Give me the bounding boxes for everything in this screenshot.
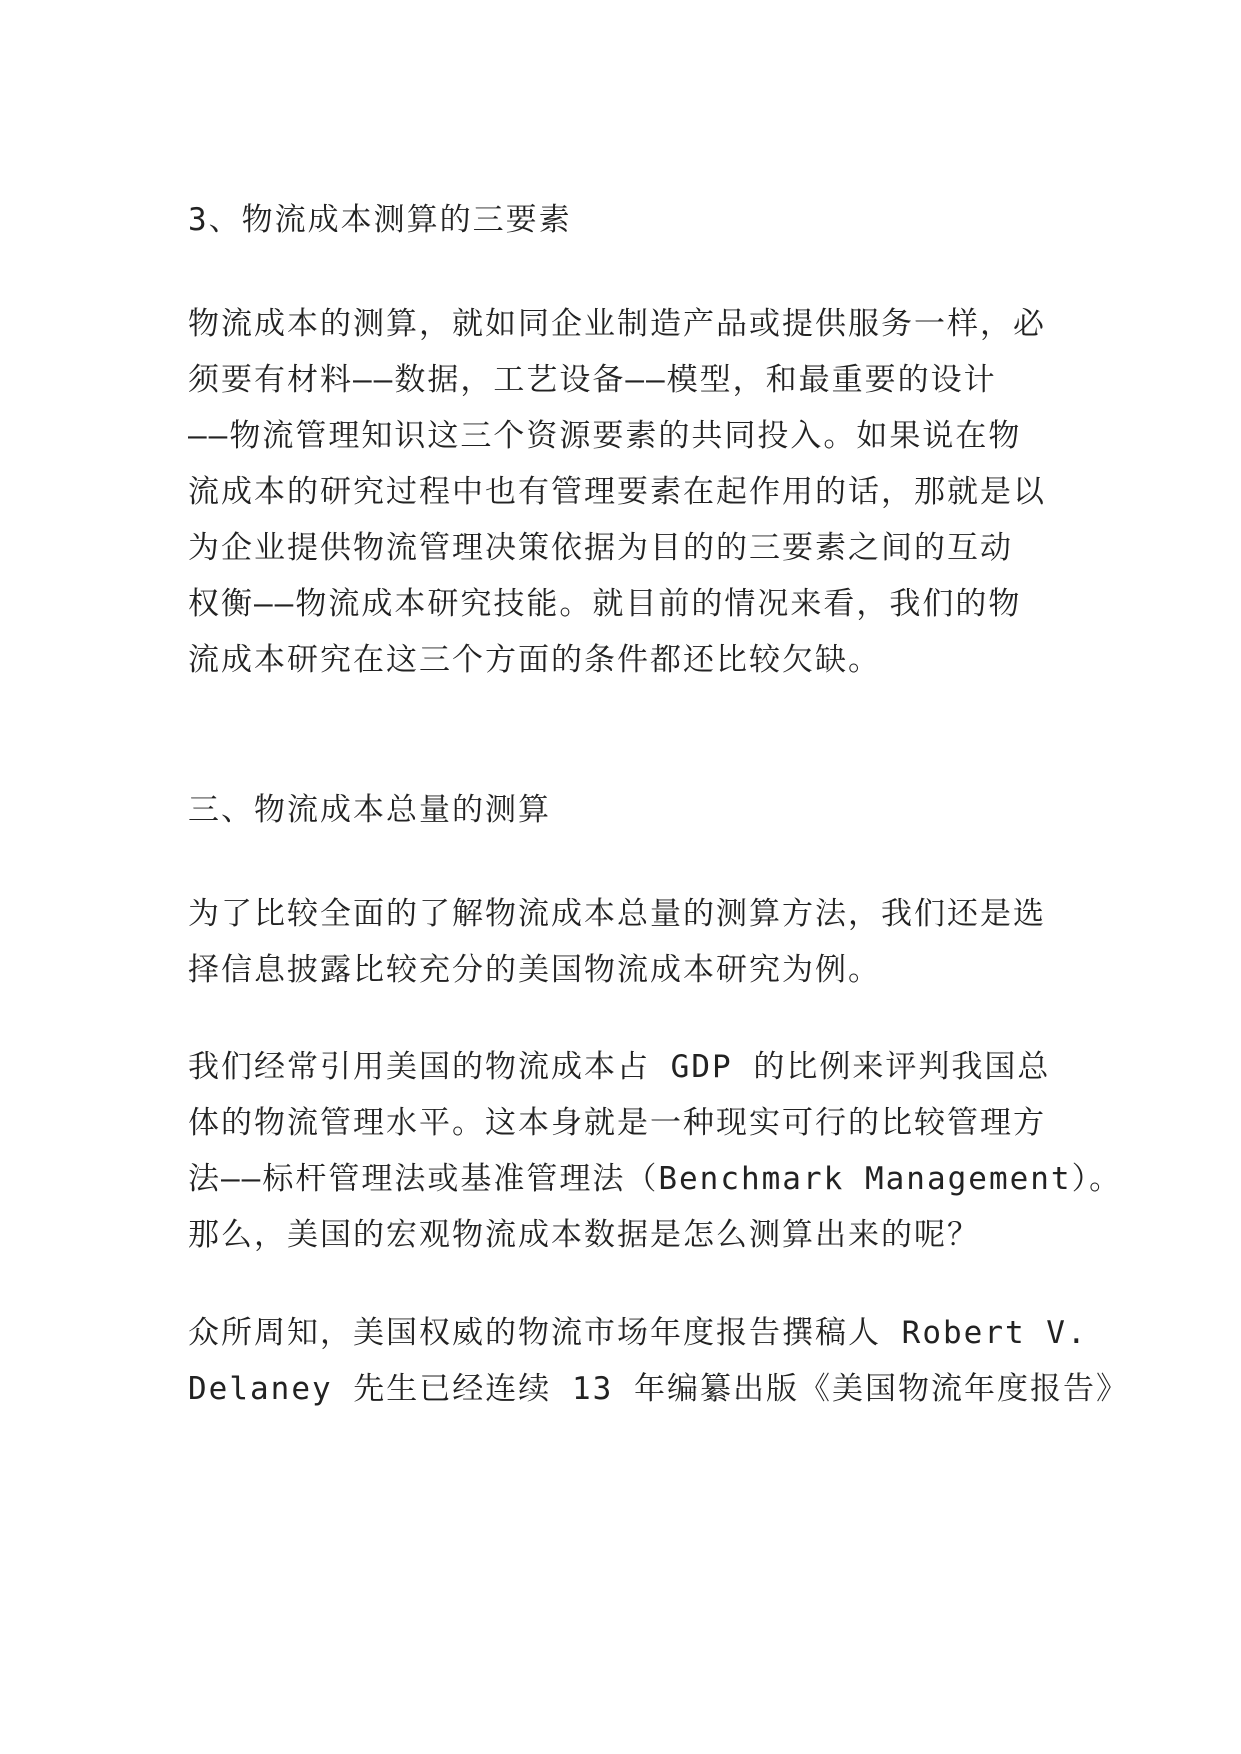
text-line: 物流成本的测算，就如同企业制造产品或提供服务一样，必 [188,306,1046,342]
section-heading-three-elements [188,192,1068,248]
paragraph-delaney-report [188,1305,1129,1417]
section-heading-total-cost [188,782,1068,838]
text-line: 体的物流管理水平。这本身就是一种现实可行的比较管理方 [188,1105,1046,1141]
text-line: 众所周知，美国权威的物流市场年度报告撰稿人 Robert V. [188,1315,1088,1351]
paragraph-three-elements [188,296,1068,688]
text-line: 流成本的研究过程中也有管理要素在起作用的话，那就是以 [188,474,1046,510]
text-line: 须要有材料——数据，工艺设备——模型，和最重要的设计 [188,362,997,398]
paragraph-gdp-benchmark [188,1039,1123,1263]
text-line: ——物流管理知识这三个资源要素的共同投入。如果说在物 [188,418,1022,454]
text-line: 为企业提供物流管理决策依据为目的的三要素之间的互动 [188,530,1013,566]
paragraph-method-intro [188,886,1068,998]
text-line: 我们经常引用美国的物流成本占 GDP 的比例来评判我国总 [188,1049,1051,1085]
text-line: 三、物流成本总量的测算 [188,792,551,828]
text-line: 为了比较全面的了解物流成本总量的测算方法，我们还是选 [188,896,1046,932]
text-line: 那么，美国的宏观物流成本数据是怎么测算出来的呢？ [188,1217,980,1253]
text-line: 流成本研究在这三个方面的条件都还比较欠缺。 [188,642,881,678]
text-line: Delaney 先生已经连续 13 年编纂出版《美国物流年度报告》 [188,1371,1129,1407]
text-line: 3、物流成本测算的三要素 [188,202,572,238]
text-line: 权衡——物流成本研究技能。就目前的情况来看，我们的物 [188,586,1022,622]
text-line: 择信息披露比较充分的美国物流成本研究为例。 [188,952,881,988]
text-line: 法——标杆管理法或基准管理法（Benchmark Management）。 [188,1161,1123,1197]
